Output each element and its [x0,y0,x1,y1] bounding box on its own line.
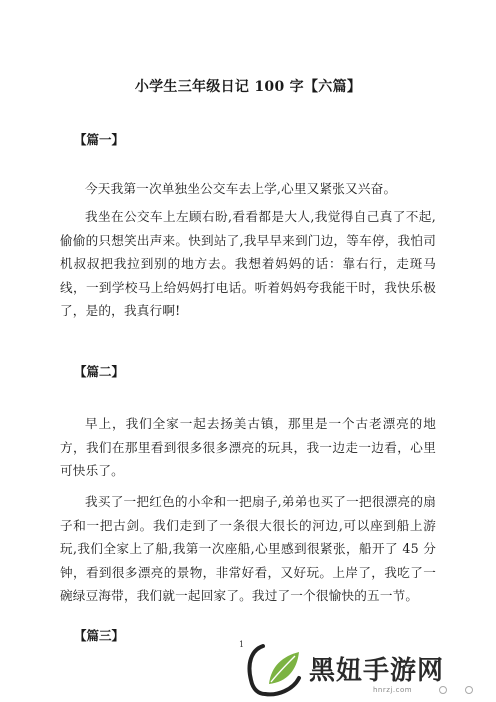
section-heading-1: 【篇一】 [74,132,125,147]
section-heading-3: 【篇三】 [74,628,125,643]
leaf-logo-icon [243,640,305,698]
section-2-paragraph-2: 我买了一把红色的小伞和一把扇子,弟弟也买了一把很漂亮的扇子和一把古剑。我们走到了一条很大很长的河边,可以座到船上游玩,我们全家上了船,我第一次座船,心里感到很紧张，船开了 45 分钟，看到很多漂亮的景物，非常好看，又好玩。上岸了，我吃了一碗绿豆海带，我们就一起回家了。我过了一个很愉快的五一节。 [60,494,436,603]
section-2-paragraph-1: 早上，我们全家一起去扬美古镇，那里是一个古老漂亮的地方，我们在那里看到很多很多漂亮的玩具，我一边走一边看，心里可快乐了。 [60,416,436,478]
section-heading-2: 【篇二】 [74,364,125,379]
watermark-dot-icon [439,686,447,694]
watermark-brand-text: 黑妞手游网 [309,656,445,686]
watermark-dot-icon [465,686,473,694]
document-title: 小学生三年级日记 100 字【六篇】 [134,79,362,95]
watermark-url-text: hnrzj.com [373,686,413,694]
page-number: 1 [239,640,245,649]
site-watermark [243,640,493,700]
section-1-paragraph-2: 我坐在公交车上左顾右盼,看看都是大人,我觉得自己真了不起,偷偷的只想笑出声来。快到站了,我早早来到门边，等车停，我怕司机叔叔把我拉到别的地方去。我想着妈妈的话：靠右行，走斑马线，一到学校马上给妈妈打电话。听着妈妈夸我能干时，我快乐极了，是的，我真行啊! [60,209,436,318]
section-1-paragraph-1: 今天我第一次单独坐公交车去上学,心里又紧张又兴奋。 [85,181,397,196]
